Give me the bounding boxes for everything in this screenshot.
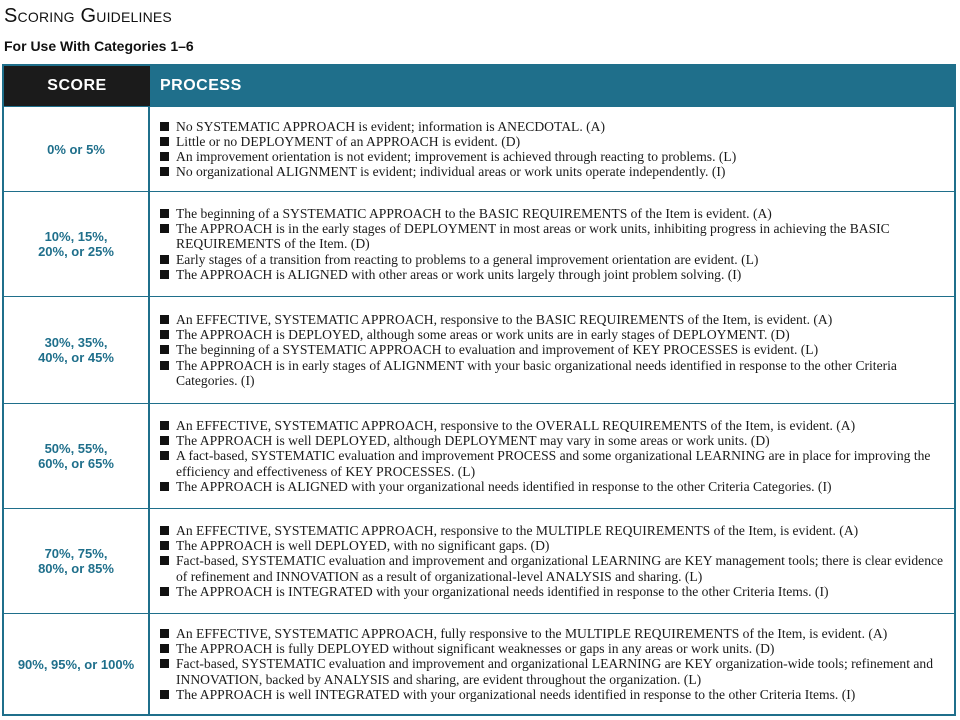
square-bullet-icon: [160, 345, 169, 354]
square-bullet-icon: [160, 659, 169, 668]
square-bullet-icon: [160, 587, 169, 596]
criteria-bullet-text: The APPROACH is well DEPLOYED, with no significant gaps. (D): [176, 538, 550, 554]
criteria-bullet: [160, 327, 946, 342]
score-range-cell: 0% or 5%: [4, 106, 150, 191]
square-bullet-icon: [160, 629, 169, 638]
criteria-bullet-text: The beginning of a SYSTEMATIC APPROACH to evaluation and improvement of KEY PROCESSES is evident. (L): [176, 342, 819, 358]
process-criteria-cell: [150, 613, 954, 714]
criteria-bullet-text: The APPROACH is in the early stages of DEPLOYMENT in most areas or work units, inhibiting progress in achieving the BASIC REQUIREMENTS of the Item. (D): [176, 221, 890, 252]
square-bullet-icon: [160, 482, 169, 491]
criteria-bullet-text: Early stages of a transition from reacting to problems to a general improvement orientation are evident. (L): [176, 251, 759, 267]
square-bullet-icon: [160, 122, 169, 131]
criteria-bullet: [160, 164, 946, 179]
square-bullet-icon: [160, 315, 169, 324]
criteria-bullet: [160, 433, 946, 448]
square-bullet-icon: [160, 451, 169, 460]
criteria-bullet-text: The APPROACH is in early stages of ALIGNMENT with your basic organizational needs identified in response to the other Criteria Categories. (I): [176, 357, 897, 388]
criteria-bullet-text: The beginning of a SYSTEMATIC APPROACH to the BASIC REQUIREMENTS of the Item is evident. (A): [176, 205, 772, 221]
criteria-bullet-text: The APPROACH is well INTEGRATED with your organizational needs identified in response to the other Criteria Items. (I): [176, 686, 856, 702]
criteria-bullet: [160, 687, 946, 702]
criteria-bullet: [160, 206, 946, 221]
criteria-bullet: [160, 252, 946, 267]
score-column-header: SCORE: [4, 66, 150, 106]
square-bullet-icon: [160, 541, 169, 550]
score-range-cell: 50%, 55%, 60%, or 65%: [4, 403, 150, 508]
process-criteria-cell: [150, 106, 954, 191]
square-bullet-icon: [160, 209, 169, 218]
square-bullet-icon: [160, 152, 169, 161]
criteria-bullet-text: Little or no DEPLOYMENT of an APPROACH is evident. (D): [176, 133, 521, 149]
criteria-bullet-text: No SYSTEMATIC APPROACH is evident; information is ANECDOTAL. (A): [176, 118, 606, 134]
criteria-bullet: [160, 358, 946, 388]
criteria-bullet-text: An EFFECTIVE, SYSTEMATIC APPROACH, fully responsive to the MULTIPLE REQUIREMENTS of the Item, is evident. (A): [176, 625, 888, 641]
square-bullet-icon: [160, 255, 169, 264]
square-bullet-icon: [160, 690, 169, 699]
criteria-bullet: [160, 553, 946, 583]
square-bullet-icon: [160, 526, 169, 535]
criteria-bullet-text: The APPROACH is ALIGNED with other areas or work units largely through joint problem solving. (I): [176, 266, 742, 282]
process-column-header: PROCESS: [150, 66, 954, 106]
criteria-bullet: [160, 538, 946, 553]
document-subtitle: For Use With Categories 1–6: [4, 38, 194, 54]
criteria-bullet: [160, 656, 946, 686]
square-bullet-icon: [160, 137, 169, 146]
square-bullet-icon: [160, 167, 169, 176]
square-bullet-icon: [160, 556, 169, 565]
square-bullet-icon: [160, 361, 169, 370]
criteria-bullet-text: An EFFECTIVE, SYSTEMATIC APPROACH, responsive to the BASIC REQUIREMENTS of the Item, is evident. (A): [176, 311, 833, 327]
process-criteria-cell: [150, 403, 954, 508]
document-title: Scoring Guidelines: [4, 5, 172, 27]
criteria-bullet: [160, 267, 946, 282]
criteria-bullet-text: An EFFECTIVE, SYSTEMATIC APPROACH, responsive to the MULTIPLE REQUIREMENTS of the Item, is evident. (A): [176, 522, 859, 538]
criteria-bullet: [160, 312, 946, 327]
criteria-bullet-text: Fact-based, SYSTEMATIC evaluation and improvement and organizational LEARNING are KEY management tools; there is clear evidence of refinement and INNOVATION as a result of organizational-level ANALYSIS and sharing. (L): [176, 553, 944, 584]
criteria-bullet-text: Fact-based, SYSTEMATIC evaluation and improvement and organizational LEARNING are KEY organization-wide tools; refinement and INNOVATION, backed by ANALYSIS and sharing, are evident throughout the organization. (L): [176, 656, 934, 687]
criteria-bullet: [160, 448, 946, 478]
criteria-bullet-text: No organizational ALIGNMENT is evident; individual areas or work units operate independently. (I): [176, 164, 726, 180]
criteria-bullet: [160, 479, 946, 494]
criteria-bullet: [160, 134, 946, 149]
criteria-bullet: [160, 221, 946, 251]
square-bullet-icon: [160, 224, 169, 233]
process-criteria-cell: [150, 508, 954, 613]
criteria-bullet-text: An EFFECTIVE, SYSTEMATIC APPROACH, responsive to the OVERALL REQUIREMENTS of the Item, is evident. (A): [176, 417, 856, 433]
criteria-bullet-text: A fact-based, SYSTEMATIC evaluation and improvement PROCESS and some organizational LEARNING are in place for improving the efficiency and effectiveness of KEY PROCESSES. (L): [176, 448, 931, 479]
score-range-cell: 30%, 35%, 40%, or 45%: [4, 296, 150, 403]
score-range-cell: 90%, 95%, or 100%: [4, 613, 150, 714]
criteria-bullet: [160, 418, 946, 433]
square-bullet-icon: [160, 270, 169, 279]
criteria-bullet: [160, 523, 946, 538]
process-criteria-cell: [150, 296, 954, 403]
criteria-bullet: [160, 149, 946, 164]
criteria-bullet-text: The APPROACH is INTEGRATED with your organizational needs identified in response to the other Criteria Items. (I): [176, 583, 829, 599]
criteria-bullet: [160, 641, 946, 656]
criteria-bullet: [160, 626, 946, 641]
square-bullet-icon: [160, 436, 169, 445]
square-bullet-icon: [160, 330, 169, 339]
criteria-bullet: [160, 342, 946, 357]
criteria-bullet-text: The APPROACH is DEPLOYED, although some areas or work units are in early stages of DEPLOYMENT. (D): [176, 327, 790, 343]
criteria-bullet-text: An improvement orientation is not evident; improvement is achieved through reacting to problems. (L): [176, 149, 737, 164]
scoring-table: [2, 64, 956, 716]
criteria-bullet-text: The APPROACH is well DEPLOYED, although DEPLOYMENT may vary in some areas or work units. (D): [176, 433, 770, 449]
criteria-bullet-text: The APPROACH is ALIGNED with your organizational needs identified in response to the other Criteria Categories. (I): [176, 478, 832, 494]
square-bullet-icon: [160, 644, 169, 653]
score-range-cell: 70%, 75%, 80%, or 85%: [4, 508, 150, 613]
score-range-cell: 10%, 15%, 20%, or 25%: [4, 191, 150, 296]
process-criteria-cell: [150, 191, 954, 296]
square-bullet-icon: [160, 421, 169, 430]
criteria-bullet-text: The APPROACH is fully DEPLOYED without significant weaknesses or gaps in any areas or work units. (D): [176, 641, 775, 657]
criteria-bullet: [160, 584, 946, 599]
criteria-bullet: [160, 119, 946, 134]
